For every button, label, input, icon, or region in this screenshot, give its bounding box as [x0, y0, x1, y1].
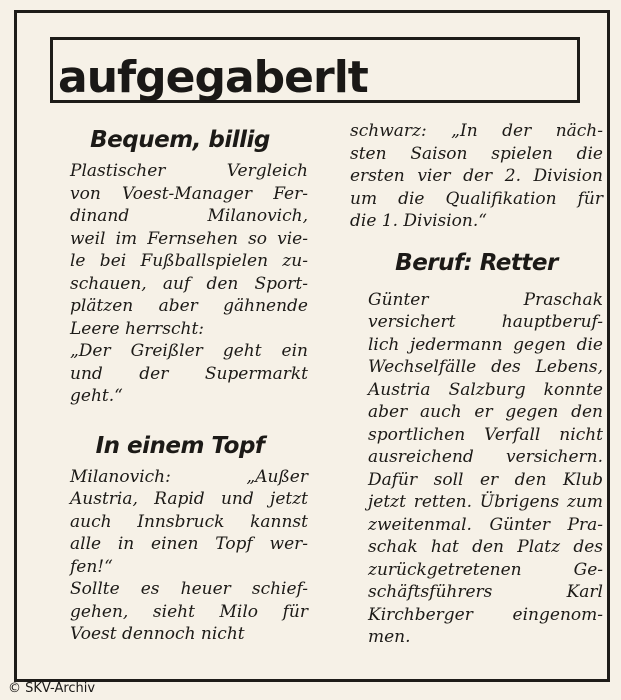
- text-line: Voest dennoch nicht: [70, 624, 245, 644]
- text-line: gehen, sieht Milo für: [70, 601, 308, 622]
- text-line: Milanovich: „Außer: [70, 466, 308, 487]
- text-line: „Der Greißler geht ein: [70, 341, 308, 361]
- paragraph: [350, 289, 603, 649]
- heading-beruf-retter: Beruf: Retter: [395, 249, 558, 276]
- text-line: Sollte es heuer schief-: [70, 579, 308, 599]
- text-line: schäftsführers Karl: [368, 582, 603, 602]
- text-line: dinand Milanovich,: [70, 206, 308, 226]
- text-line: zweitenmal. Günter Pra-: [368, 514, 603, 535]
- text-line: auch Innsbruck kannst: [70, 511, 308, 532]
- text-line: Austria Salzburg konnte: [368, 379, 603, 400]
- text-line: men.: [368, 627, 411, 647]
- text-line: Kirchberger eingenom-: [368, 604, 603, 625]
- text-line: von Voest-Manager Fer-: [70, 183, 308, 204]
- text-line: und der Supermarkt: [70, 363, 308, 384]
- right-column: [350, 120, 603, 649]
- text-line: schwarz: „In der näch-: [350, 121, 603, 141]
- text-line: le bei Fußballspielen zu-: [70, 251, 308, 271]
- archive-credit: © SKV-Archiv: [8, 681, 96, 696]
- text-line: schauen, auf den Sport-: [70, 273, 308, 294]
- text-line: Günter Praschak: [368, 289, 603, 310]
- text-line: aber auch er gegen den: [368, 402, 603, 422]
- text-line: sportlichen Verfall nicht: [368, 424, 603, 445]
- text-line: um die Qualifikation für: [350, 188, 603, 209]
- heading-bequem-billig: Bequem, billig: [90, 127, 270, 153]
- text-line: Plastischer Vergleich: [70, 161, 308, 181]
- text-line: Austria, Rapid und jetzt: [70, 489, 308, 509]
- text-line: versichert hauptberuf-: [368, 312, 603, 332]
- text-line: Leere herrscht:: [70, 318, 205, 339]
- text-line: geht.“: [70, 386, 123, 406]
- paragraph: [52, 160, 308, 340]
- text-line: die 1. Division.“: [350, 211, 487, 231]
- text-line: weil im Fernsehen so vie-: [70, 228, 308, 249]
- text-line: sten Saison spielen die: [350, 143, 603, 164]
- text-line: schak hat den Platz des: [368, 537, 603, 557]
- paragraph: [350, 120, 603, 233]
- text-line: jetzt retten. Übrigens zum: [368, 492, 603, 512]
- left-column: [52, 120, 308, 646]
- text-line: Wechselfälle des Lebens,: [368, 357, 603, 377]
- heading-in-einem-topf: In einem Topf: [95, 432, 265, 459]
- text-line: lich jedermann gegen die: [368, 334, 603, 355]
- paragraph: [52, 578, 308, 646]
- masthead-title: aufgegaberlt: [58, 52, 368, 103]
- paragraph: [52, 466, 308, 579]
- text-line: alle in einen Topf wer-: [70, 534, 308, 554]
- text-line: ersten vier der 2. Division: [350, 166, 603, 186]
- text-line: plätzen aber gähnende: [70, 296, 308, 316]
- text-line: fen!“: [70, 556, 113, 577]
- text-line: Dafür soll er den Klub: [368, 469, 603, 490]
- quote-paragraph: [52, 340, 308, 408]
- text-line: ausreichend versichern.: [368, 447, 603, 467]
- text-line: zurückgetretenen Ge-: [368, 559, 603, 580]
